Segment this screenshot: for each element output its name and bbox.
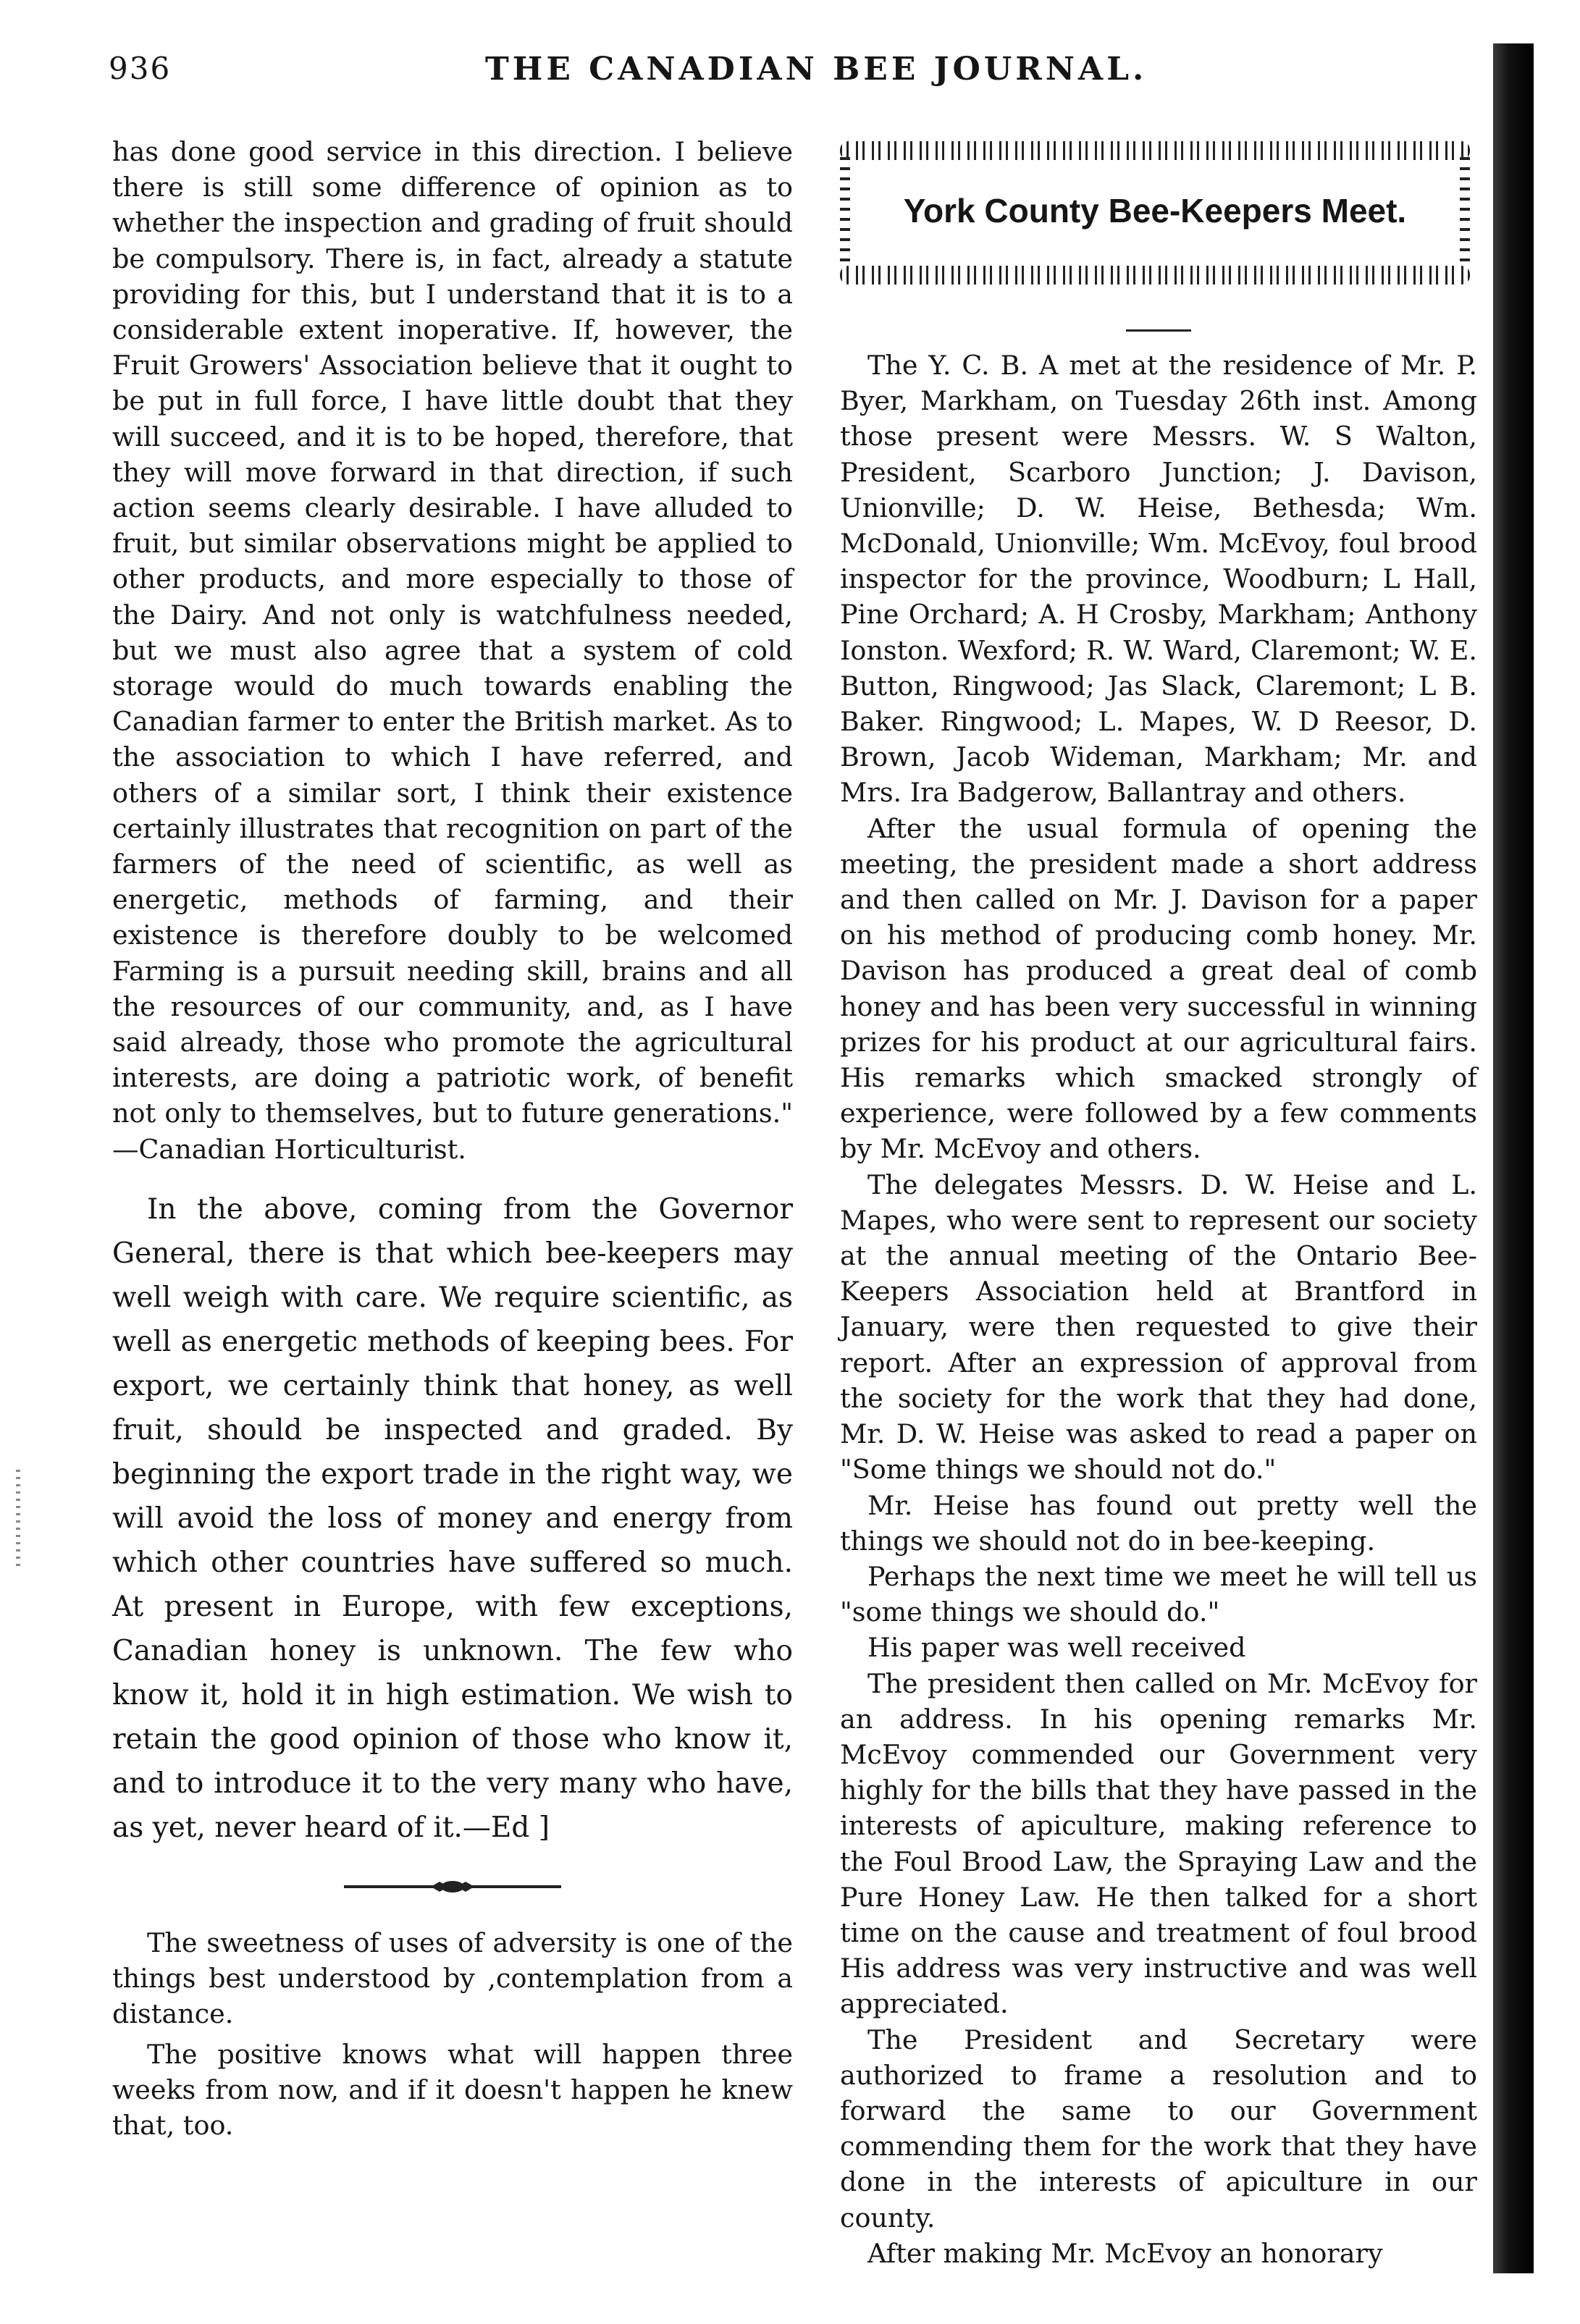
positive-paragraph: The positive knows what will happen three weeks from now, and if it doesn't happen he knew that, too.: [112, 2038, 793, 2141]
title-rule: [1126, 329, 1191, 332]
journal-title: THE CANADIAN BEE JOURNAL.: [485, 51, 1148, 88]
ornament-divider-icon: [344, 1876, 561, 1898]
scanned-page-edge-shadow: [1493, 43, 1534, 2273]
meeting-paragraph: Perhaps the next time we meet he will tell us "some things we should do.": [840, 1560, 1477, 1628]
meeting-paragraph: After making Mr. McEvoy an honorary: [867, 2237, 1383, 2269]
scan-margin-dots: [16, 1470, 20, 1571]
meeting-paragraph: The President and Secretary were authorized to frame a resolution and to forward the same to our Government commending them for the work that they have done in the interests of apiculture in our county.: [840, 2024, 1477, 2234]
meeting-paragraph: After the usual formula of opening the meeting, the president made a short address and then called on Mr. J. Davison for a paper on his method of producing comb honey. Mr. Davison has produced a great deal of comb honey and has been very successful in winning prizes for his product at our agricultural fairs. His remarks which smacked strongly of experience, were followed by a few comments by Mr. McEvoy and others.: [840, 812, 1477, 1165]
right-column: [840, 141, 1477, 2271]
sweetness-paragraph: The sweetness of uses of adversity is one of the things best understood by ,contemplation from a distance.: [112, 1927, 793, 2030]
meeting-paragraph: His paper was well received: [867, 1632, 1246, 1664]
quoted-article-text: has done good service in this direction. I believe there is still some difference of opinion as to whether the inspection and grading of fruit should be compulsory. There is, in fact, already a statute providing for this, but I understand that it is to a considerable extent inoperative. If, however, the Fruit Growers' Association believe that it ought to be put in full force, I have little doubt that they will succeed, and it is to be hoped, therefore, that they will move forward in that direction, if such action seems clearly desirable. I have alluded to fruit, but similar observations might be applied to other products, and more especially to those of the Dairy. And not only is watchfulness needed, but we must also agree that a system of cold storage would do much towards enabling the Canadian farmer to enter the British market. As to the association to which I have referred, and others of a similar sort, I think their existence certainly illustrates that recognition on part of the farmers of the need of scientific, as well as energetic, methods of farming, and their existence is therefore doubly to be welcomed Farming is a pursuit needing skill, brains and all the resources of our community, and, as I have said already, those who promote the agricultural interests, are doing a patriotic work, of benefit not only to themselves, but to future generations." —Canadian Horticulturist.: [112, 136, 793, 1165]
left-column: [112, 134, 793, 2143]
article-title-box: [840, 141, 1477, 286]
meeting-paragraph: Mr. Heise has found out pretty well the things we should not do in bee-keeping.: [840, 1489, 1477, 1557]
meeting-paragraph: The Y. C. B. A met at the residence of Mr. P. Byer, Markham, on Tuesday 26th inst. Among those present were Messrs. W. S Walton, President, Scarboro Junction; J. Davison, Unionville; D. W. Heise, Bethesda; Wm. McDonald, Unionville; Wm. McEvoy, foul brood inspector for the province, Woodburn; L Hall, Pine Orchard; A. H Crosby, Markham; Anthony Ionston. Wexford; R. W. Ward, Claremont; W. E. Button, Ringwood; Jas Slack, Claremont; L B. Baker. Ringwood; L. Mapes, W. D Reesor, D. Brown, Jacob Wideman, Markham; Mr. and Mrs. Ira Badgerow, Ballantray and others.: [840, 350, 1477, 809]
decorative-border-bottom: [840, 266, 1470, 285]
editorial-note: In the above, coming from the Governor General, there is that which bee-keepers may well weigh with care. We require scientific, as well as energetic methods of keeping bees. For export, we certainly think that honey, as well fruit, should be inspected and graded. By beginning the export trade in the right way, we will avoid the loss of money and energy from which other countries have suffered so much. At present in Europe, with few exceptions, Canadian honey is unknown. The few who know it, hold it in high estimation. We wish to retain the good opinion of those who know it, and to introduce it to the very many who have, as yet, never heard of it.—Ed ]: [112, 1192, 793, 1844]
meeting-paragraph: The president then called on Mr. McEvoy for an address. In his opening remarks Mr. McEvoy commended our Government very highly for the bills that they have passed in the interests of apiculture, making reference to the Foul Brood Law, the Spraying Law and the Pure Honey Law. He then talked for a short time on the cause and treatment of foul brood His address was very instructive and was well appreciated.: [840, 1667, 1477, 2020]
meeting-paragraph: The delegates Messrs. D. W. Heise and L. Mapes, who were sent to represent our society at the annual meeting of the Ontario Bee-Keepers Association held at Brantford in January, were then requested to give their report. After an expression of approval from the society for the work that they had done, Mr. D. W. Heise was asked to read a paper on "Some things we should not do.": [840, 1169, 1477, 1486]
page-number: 936: [109, 51, 172, 86]
page-header: [109, 51, 1470, 94]
decorative-border-top: [840, 141, 1470, 160]
article-title: York County Bee-Keepers Meet.: [903, 192, 1407, 230]
